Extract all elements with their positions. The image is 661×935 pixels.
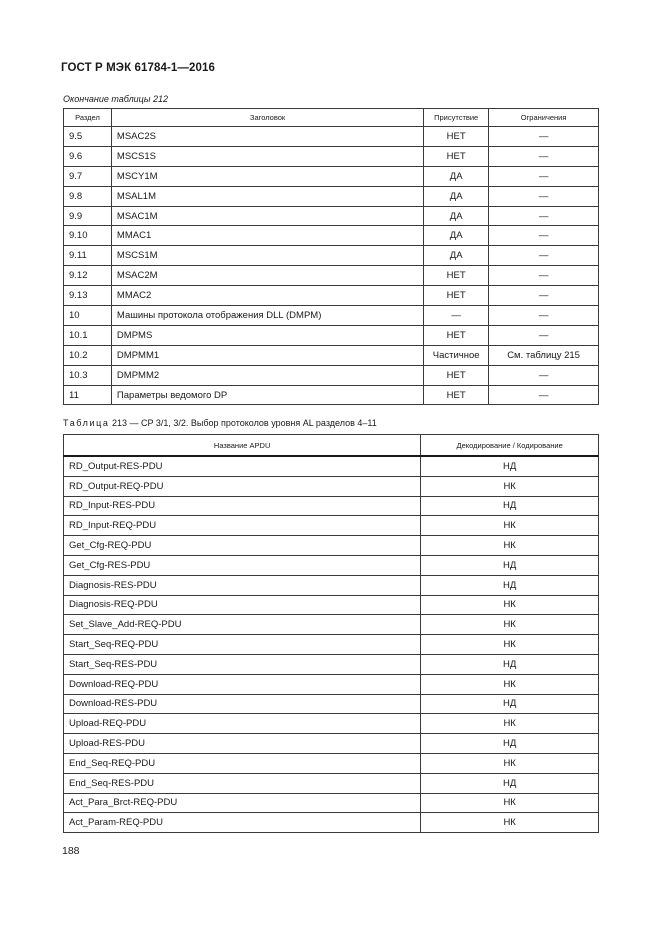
section-cell: 9.8 — [64, 186, 112, 206]
presence-cell: НЕТ — [424, 365, 489, 385]
title-cell: MSAC1M — [111, 206, 423, 226]
title-cell: MMAC2 — [111, 286, 423, 306]
table-213-caption-prefix: Таблица — [63, 418, 110, 428]
table-row — [64, 595, 599, 615]
title-cell: MSCS1S — [111, 146, 423, 166]
apdu-name-cell: Start_Seq-RES-PDU — [64, 654, 421, 674]
title-cell: MSCY1M — [111, 166, 423, 186]
decode-encode-cell: НК — [421, 516, 599, 536]
presence-cell: Частичное — [424, 345, 489, 365]
section-cell: 10.1 — [64, 325, 112, 345]
decode-encode-cell: НК — [421, 674, 599, 694]
column-header-title: Заголовок — [111, 109, 423, 127]
table-row — [64, 496, 599, 516]
presence-cell: ДА — [424, 226, 489, 246]
constraints-cell: — — [489, 146, 599, 166]
section-cell: 9.7 — [64, 166, 112, 186]
constraints-cell: См. таблицу 215 — [489, 345, 599, 365]
table-213-caption-text: 213 — CP 3/1, 3/2. Выбор протоколов уровня AL разделов 4–11 — [109, 418, 377, 428]
apdu-name-cell: Start_Seq-REQ-PDU — [64, 635, 421, 655]
constraints-cell: — — [489, 206, 599, 226]
apdu-name-cell: Diagnosis-REQ-PDU — [64, 595, 421, 615]
presence-cell: — — [424, 306, 489, 326]
table-213 — [63, 434, 599, 833]
decode-encode-cell: НД — [421, 734, 599, 754]
table-header-row — [64, 435, 599, 457]
section-cell: 10.3 — [64, 365, 112, 385]
title-cell: DMPMM2 — [111, 365, 423, 385]
apdu-name-cell: Act_Param-REQ-PDU — [64, 813, 421, 833]
title-cell: MMAC1 — [111, 226, 423, 246]
section-cell: 9.6 — [64, 146, 112, 166]
table-row — [64, 536, 599, 556]
decode-encode-cell: НД — [421, 555, 599, 575]
apdu-name-cell: Set_Slave_Add-REQ-PDU — [64, 615, 421, 635]
constraints-cell: — — [489, 365, 599, 385]
column-header-constraints: Ограничения — [489, 109, 599, 127]
table-row — [64, 365, 599, 385]
table-row — [64, 476, 599, 496]
table-row — [64, 186, 599, 206]
table-row — [64, 226, 599, 246]
presence-cell: ДА — [424, 166, 489, 186]
apdu-name-cell: Act_Para_Brct-REQ-PDU — [64, 793, 421, 813]
column-header-presence: Присутствие — [424, 109, 489, 127]
table-row — [64, 793, 599, 813]
table-row — [64, 773, 599, 793]
section-cell: 10 — [64, 306, 112, 326]
apdu-name-cell: End_Seq-REQ-PDU — [64, 753, 421, 773]
decode-encode-cell: НД — [421, 456, 599, 476]
decode-encode-cell: НД — [421, 496, 599, 516]
title-cell: MSAL1M — [111, 186, 423, 206]
table-row — [64, 456, 599, 476]
section-cell: 10.2 — [64, 345, 112, 365]
constraints-cell: — — [489, 286, 599, 306]
table-row — [64, 345, 599, 365]
table-row — [64, 615, 599, 635]
presence-cell: НЕТ — [424, 325, 489, 345]
presence-cell: ДА — [424, 186, 489, 206]
apdu-name-cell: Upload-RES-PDU — [64, 734, 421, 754]
table-row — [64, 385, 599, 405]
title-cell: MSAC2M — [111, 266, 423, 286]
table-row — [64, 146, 599, 166]
table-213-caption — [63, 418, 377, 428]
section-cell: 9.13 — [64, 286, 112, 306]
decode-encode-cell: НД — [421, 773, 599, 793]
table-row — [64, 575, 599, 595]
table-row — [64, 555, 599, 575]
table-row — [64, 674, 599, 694]
decode-encode-cell: НД — [421, 575, 599, 595]
decode-encode-cell: НК — [421, 635, 599, 655]
section-cell: 9.5 — [64, 127, 112, 147]
section-cell: 9.10 — [64, 226, 112, 246]
section-cell: 9.9 — [64, 206, 112, 226]
apdu-name-cell: Upload-REQ-PDU — [64, 714, 421, 734]
constraints-cell: — — [489, 186, 599, 206]
decode-encode-cell: НК — [421, 753, 599, 773]
constraints-cell: — — [489, 266, 599, 286]
table-row — [64, 654, 599, 674]
apdu-name-cell: RD_Output-REQ-PDU — [64, 476, 421, 496]
table-row — [64, 813, 599, 833]
title-cell: MSCS1M — [111, 246, 423, 266]
apdu-name-cell: Get_Cfg-RES-PDU — [64, 555, 421, 575]
decode-encode-cell: НК — [421, 595, 599, 615]
table-row — [64, 753, 599, 773]
column-header-decode-encode: Декодирование / Кодирование — [421, 435, 599, 457]
constraints-cell: — — [489, 306, 599, 326]
table-row — [64, 325, 599, 345]
decode-encode-cell: НД — [421, 654, 599, 674]
section-cell: 11 — [64, 385, 112, 405]
constraints-cell: — — [489, 127, 599, 147]
decode-encode-cell: НД — [421, 694, 599, 714]
table-row — [64, 734, 599, 754]
decode-encode-cell: НК — [421, 476, 599, 496]
table-row — [64, 306, 599, 326]
presence-cell: ДА — [424, 246, 489, 266]
table-row — [64, 516, 599, 536]
table-row — [64, 635, 599, 655]
table-row — [64, 266, 599, 286]
constraints-cell: — — [489, 166, 599, 186]
decode-encode-cell: НК — [421, 615, 599, 635]
presence-cell: ДА — [424, 206, 489, 226]
table-212-caption: Окончание таблицы 212 — [63, 94, 168, 104]
table-row — [64, 286, 599, 306]
presence-cell: НЕТ — [424, 127, 489, 147]
apdu-name-cell: RD_Input-RES-PDU — [64, 496, 421, 516]
apdu-name-cell: Get_Cfg-REQ-PDU — [64, 536, 421, 556]
presence-cell: НЕТ — [424, 385, 489, 405]
decode-encode-cell: НК — [421, 793, 599, 813]
apdu-name-cell: RD_Input-REQ-PDU — [64, 516, 421, 536]
constraints-cell: — — [489, 325, 599, 345]
title-cell: MSAC2S — [111, 127, 423, 147]
table-row — [64, 246, 599, 266]
table-row — [64, 166, 599, 186]
section-cell: 9.12 — [64, 266, 112, 286]
section-cell: 9.11 — [64, 246, 112, 266]
table-row — [64, 127, 599, 147]
table-row — [64, 714, 599, 734]
apdu-name-cell: Diagnosis-RES-PDU — [64, 575, 421, 595]
table-row — [64, 206, 599, 226]
constraints-cell: — — [489, 385, 599, 405]
presence-cell: НЕТ — [424, 286, 489, 306]
constraints-cell: — — [489, 246, 599, 266]
apdu-name-cell: End_Seq-RES-PDU — [64, 773, 421, 793]
title-cell: Машины протокола отображения DLL (DMPM) — [111, 306, 423, 326]
column-header-apdu-name: Название APDU — [64, 435, 421, 457]
apdu-name-cell: RD_Output-RES-PDU — [64, 456, 421, 476]
apdu-name-cell: Download-REQ-PDU — [64, 674, 421, 694]
table-212 — [63, 108, 599, 405]
decode-encode-cell: НК — [421, 536, 599, 556]
constraints-cell: — — [489, 226, 599, 246]
decode-encode-cell: НК — [421, 813, 599, 833]
title-cell: Параметры ведомого DP — [111, 385, 423, 405]
presence-cell: НЕТ — [424, 266, 489, 286]
title-cell: DMPMM1 — [111, 345, 423, 365]
page-number: 188 — [62, 845, 80, 857]
presence-cell: НЕТ — [424, 146, 489, 166]
table-header-row — [64, 109, 599, 127]
document-code: ГОСТ Р МЭК 61784-1—2016 — [61, 62, 215, 74]
decode-encode-cell: НК — [421, 714, 599, 734]
title-cell: DMPMS — [111, 325, 423, 345]
apdu-name-cell: Download-RES-PDU — [64, 694, 421, 714]
column-header-section: Раздел — [64, 109, 112, 127]
table-row — [64, 694, 599, 714]
